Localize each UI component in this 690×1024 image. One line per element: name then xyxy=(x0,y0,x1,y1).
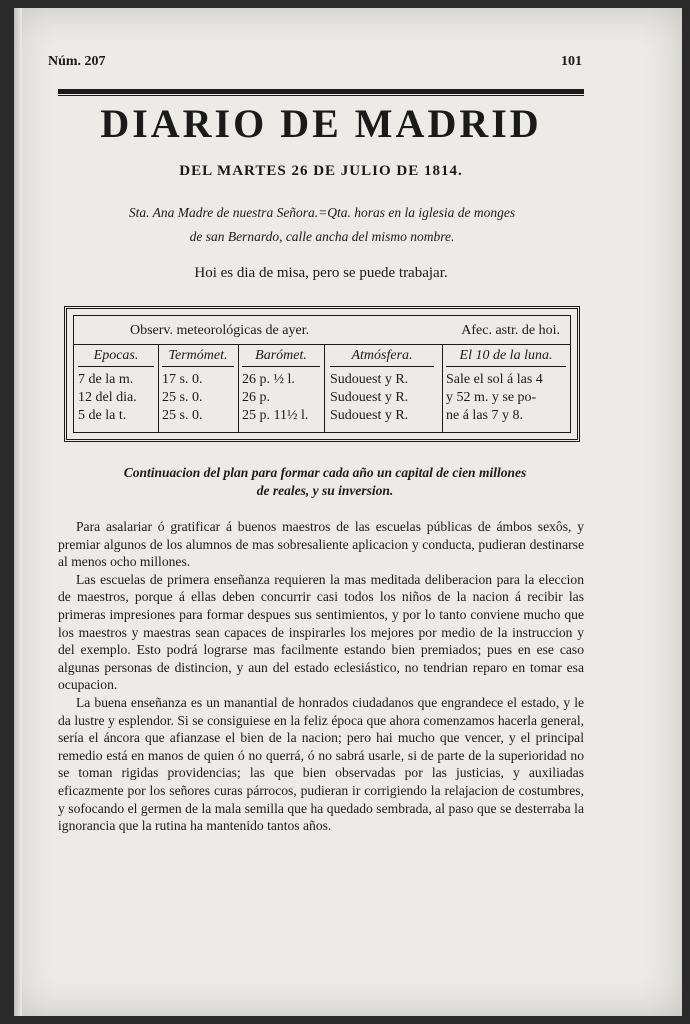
newspaper-page xyxy=(14,8,682,1016)
col-divider xyxy=(442,344,443,432)
col-divider xyxy=(324,344,325,432)
col-header-barometro: Barómet. xyxy=(242,348,320,367)
article-paragraph: Las escuelas de primera enseñanza requieren la mas meditada deliberacion para la eleccion de maestros, porque á ellas deben concurrir casi todos los niños de la nacion á recibir las primeras impresiones para formar despues sus sentimientos, y por lo tanto conviene mucho que los maestros y maestras sean capaces de inspirarles los mejores por medio de la instruccion y del exemplo. Esto podrá lograrse mas facilmente estando bien premiados; pues en ese caso algunas personas de distincion, y aun del estado eclesiástico, no tendrian reparo en tomar esa ocupacion. xyxy=(58,571,584,693)
atmosfera-cell: Sudouest y R. xyxy=(330,372,409,387)
atmosfera-cell: Sudouest y R. xyxy=(330,390,409,405)
col-termometro xyxy=(162,348,234,432)
article-caption xyxy=(60,464,590,500)
termometro-cell: 25 s. 0. xyxy=(162,390,203,405)
barometro-cell: 26 p. xyxy=(242,390,270,405)
caption-line-2: de reales, y su inversion. xyxy=(256,483,394,498)
issue-number: Núm. 207 xyxy=(48,54,106,69)
saint-line-2: de san Bernardo, calle ancha del mismo nombre. xyxy=(189,229,455,244)
atmosfera-cell: Sudouest y R. xyxy=(330,408,409,423)
termometro-cell: 17 s. 0. xyxy=(162,372,203,387)
barometro-cell: 26 p. ½ l. xyxy=(242,372,295,387)
epoca-cell: 5 de la t. xyxy=(78,408,127,423)
barometro-cell: 25 p. 11½ l. xyxy=(242,408,309,423)
saint-notice xyxy=(60,201,584,249)
article-paragraph: Para asalariar ó gratificar á buenos maestros de las escuelas públicas de ámbos sexôs, y premiar algunos de los alumnos de mas sobresaliente aplicacion y conducta, pudieran destinarse al menos ocho millones. xyxy=(58,519,584,570)
luna-line: ne á las 7 y 8. xyxy=(446,408,523,423)
luna-line: y 52 m. y se po- xyxy=(446,390,537,405)
epoca-cell: 7 de la m. xyxy=(78,372,134,387)
col-header-atmosfera: Atmósfera. xyxy=(330,348,434,367)
page-header xyxy=(48,48,582,76)
meteo-heading-left: Observ. meteorológicas de ayer. xyxy=(130,323,310,338)
saint-line-1: Sta. Ana Madre de nuestra Señora.=Qta. horas en la iglesia de monges xyxy=(128,205,516,220)
article-paragraph: La buena enseñanza es un manantial de honrados ciudadanos que engrandece el estado, y le da lustre y esplendor. Si se consiguiese en la feliz época que ahora comenzamos hacerla general, sería el áncora que afianzase el bien de la nacion; pero hai mucho que vencer, y el principal remedio está en manos de quien ó no querrá, ó no sabrá usarle, si de parte de la superioridad no se toman rigidas providencias; las que bien observadas por las justicias, y auxiliadas eficazmente por los señores curas párrocos, pudieran ir corrigiendo la relajacion de costumbres, y sofocando el germen de la mala semilla que ha quedado sembrada, al paso que se desterraba la ignorancia que la rutina ha mantenido tantos años. xyxy=(58,694,584,834)
col-epocas xyxy=(78,348,154,432)
caption-line-1: Continuacion del plan para formar cada año un capital de cien millones xyxy=(123,465,527,480)
col-atmosfera xyxy=(330,348,434,432)
epoca-cell: 12 del dia. xyxy=(78,390,137,405)
col-luna xyxy=(446,348,566,432)
page-number: 101 xyxy=(561,54,582,69)
masthead-title: DIARIO DE MADRID xyxy=(100,101,542,146)
meteo-inner-frame xyxy=(73,315,571,433)
misa-note: Hoi es dia de misa, pero se puede trabajar. xyxy=(194,265,448,281)
col-divider xyxy=(238,344,239,432)
termometro-cell: 25 s. 0. xyxy=(162,408,203,423)
col-barometro xyxy=(242,348,320,432)
meteo-heading-rule xyxy=(74,344,570,345)
meteorological-table xyxy=(64,306,580,442)
meteo-heading-right: Afec. astr. de hoi. xyxy=(461,323,560,338)
header-rule xyxy=(58,89,584,94)
col-divider xyxy=(158,344,159,432)
col-header-epocas: Epocas. xyxy=(78,348,154,367)
col-header-luna: El 10 de la luna. xyxy=(446,348,566,367)
luna-line: Sale el sol á las 4 xyxy=(446,372,543,387)
col-header-termometro: Termómet. xyxy=(162,348,234,367)
dateline: DEL MARTES 26 DE JULIO DE 1814. xyxy=(179,163,463,179)
article-body xyxy=(58,518,584,835)
